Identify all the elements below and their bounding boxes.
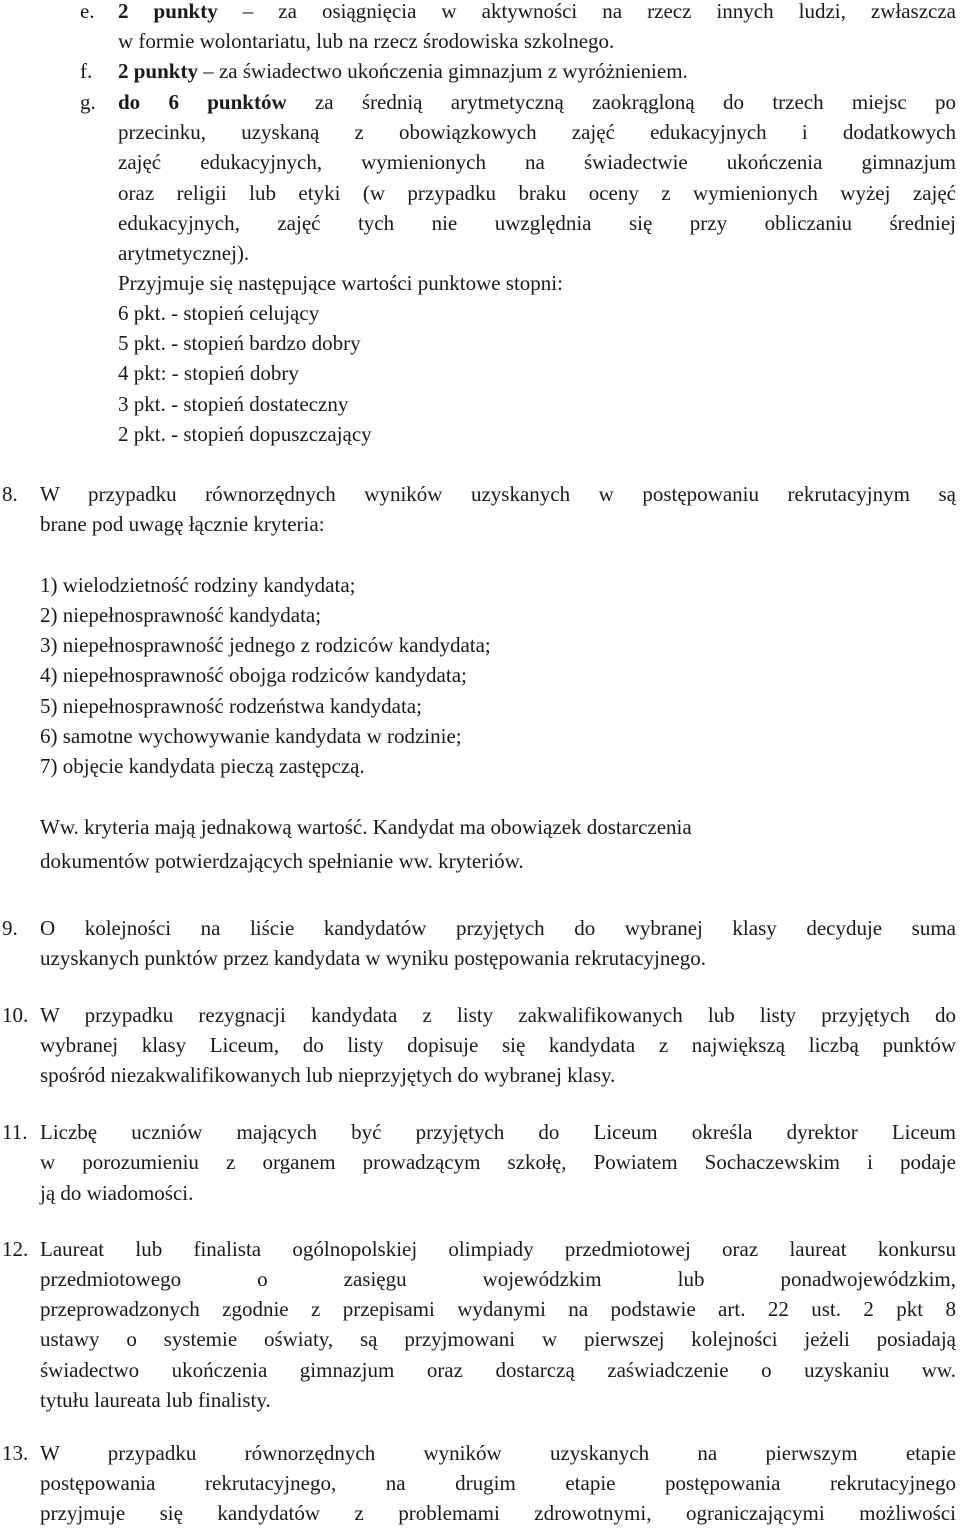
section-9-line: uzyskanych punktów przez kandydata w wyniku postępowania rekrutacyjnego. bbox=[40, 946, 706, 970]
item-e-line-1 bbox=[118, 0, 956, 24]
grade-scale-item: 5 pkt. - stopień bardzo dobry bbox=[118, 331, 361, 355]
item-e-points: 2 punkty bbox=[118, 0, 218, 23]
item-f-points: 2 punkty bbox=[118, 59, 198, 83]
criterion-item: 3) niepełnosprawność jednego z rodziców kandydata; bbox=[40, 633, 491, 657]
section-12-line: Laureat lub finalista ogólnopolskiej olimpiady przedmiotowej oraz laureat konkursu bbox=[40, 1237, 956, 1261]
section-10-line: wybranej klasy Liceum, do listy dopisuje się kandydata z największą liczbą punktów bbox=[40, 1033, 956, 1057]
section-9-line: O kolejności na liście kandydatów przyjętych do wybranej klasy decyduje suma bbox=[40, 916, 956, 940]
section-number-11: 11. bbox=[2, 1120, 28, 1144]
section-11-line: ją do wiadomości. bbox=[40, 1181, 194, 1205]
grade-scale-intro: Przyjmuje się następujące wartości punktowe stopni: bbox=[118, 271, 563, 295]
criterion-item: 6) samotne wychowywanie kandydata w rodzinie; bbox=[40, 724, 462, 748]
section-number-9: 9. bbox=[2, 916, 18, 940]
criteria-note-line-2: dokumentów potwierdzających spełnianie ww. kryteriów. bbox=[40, 849, 524, 873]
section-8-line-1: W przypadku równorzędnych wyników uzyskanych w postępowaniu rekrutacyjnym są bbox=[40, 482, 956, 506]
grade-scale-item: 2 pkt. - stopień dopuszczający bbox=[118, 422, 372, 446]
section-8-line-2: brane pod uwagę łącznie kryteria: bbox=[40, 512, 325, 536]
list-marker-f: f. bbox=[80, 59, 93, 83]
list-marker-e: e. bbox=[80, 0, 95, 23]
item-g-line: przecinku, uzyskaną z obowiązkowych zajęć edukacyjnych i dodatkowych bbox=[118, 120, 956, 144]
section-13-line: postępowania rekrutacyjnego, na drugim etapie postępowania rekrutacyjnego bbox=[40, 1471, 956, 1495]
criterion-item: 7) objęcie kandydata pieczą zastępczą. bbox=[40, 754, 365, 778]
section-10-line: spośród niezakwalifikowanych lub nieprzyjętych do wybranej klasy. bbox=[40, 1063, 616, 1087]
item-g-line: oraz religii lub etyki (w przypadku braku oceny z wymienionych wyżej zajęć bbox=[118, 181, 956, 205]
item-f-line-1 bbox=[118, 58, 688, 84]
criterion-item: 2) niepełnosprawność kandydata; bbox=[40, 603, 322, 627]
section-12-line: tytułu laureata lub finalisty. bbox=[40, 1388, 271, 1412]
section-12-line: przeprowadzonych zgodnie z przepisami wydanymi na podstawie art. 22 ust. 2 pkt 8 bbox=[40, 1297, 956, 1321]
criterion-item: 1) wielodzietność rodziny kandydata; bbox=[40, 573, 356, 597]
section-12-line: świadectwo ukończenia gimnazjum oraz dostarczą zaświadczenie o uzyskaniu ww. bbox=[40, 1358, 956, 1382]
section-number-12: 12. bbox=[2, 1237, 29, 1261]
item-f-text: – za świadectwo ukończenia gimnazjum z wyróżnieniem. bbox=[197, 59, 688, 83]
section-number-13: 13. bbox=[2, 1441, 29, 1465]
item-g-line: arytmetycznej). bbox=[118, 241, 250, 265]
criterion-item: 4) niepełnosprawność obojga rodziców kandydata; bbox=[40, 663, 467, 687]
section-number-10: 10. bbox=[2, 1003, 29, 1027]
item-g-text: za średnią arytmetyczną zaokrągloną do trzech miejsc po bbox=[286, 90, 956, 114]
section-10-line: W przypadku rezygnacji kandydata z listy zakwalifikowanych lub listy przyjętych do bbox=[40, 1003, 956, 1027]
criteria-note-line-1: Ww. kryteria mają jednakową wartość. Kandydat ma obowiązek dostarczenia bbox=[40, 815, 692, 839]
item-e-text: – za osiągnięcia w aktywności na rzecz innych ludzi, zwłaszcza bbox=[217, 0, 956, 23]
section-11-line: Liczbę uczniów mających być przyjętych do Liceum określa dyrektor Liceum bbox=[40, 1120, 956, 1144]
list-marker-g: g. bbox=[80, 90, 96, 114]
section-12-line: przedmiotowego o zasięgu wojewódzkim lub ponadwojewódzkim, bbox=[40, 1267, 956, 1291]
item-g-points: do 6 punktów bbox=[118, 90, 287, 114]
section-13-line: W przypadku równorzędnych wyników uzyskanych na pierwszym etapie bbox=[40, 1441, 956, 1465]
criterion-item: 5) niepełnosprawność rodzeństwa kandydata; bbox=[40, 694, 422, 718]
section-12-line: ustawy o systemie oświaty, są przyjmowani w pierwszej kolejności jeżeli posiadają bbox=[40, 1327, 956, 1351]
grade-scale-item: 4 pkt: - stopień dobry bbox=[118, 361, 299, 385]
grade-scale-item: 3 pkt. - stopień dostateczny bbox=[118, 392, 349, 416]
item-g-line: edukacyjnych, zajęć tych nie uwzględnia się przy obliczaniu średniej bbox=[118, 211, 956, 235]
grade-scale-item: 6 pkt. - stopień celujący bbox=[118, 301, 320, 325]
section-11-line: w porozumieniu z organem prowadzącym szkołę, Powiatem Sochaczewskim i podaje bbox=[40, 1150, 956, 1174]
section-13-line: przyjmuje się kandydatów z problemami zdrowotnymi, ograniczającymi możliwości bbox=[40, 1501, 956, 1525]
item-g-line: zajęć edukacyjnych, wymienionych na świadectwie ukończenia gimnazjum bbox=[118, 150, 956, 174]
item-e-line-2: w formie wolontariatu, lub na rzecz środowiska szkolnego. bbox=[118, 29, 615, 53]
section-number-8: 8. bbox=[2, 482, 18, 506]
item-g-line-1 bbox=[118, 89, 956, 115]
